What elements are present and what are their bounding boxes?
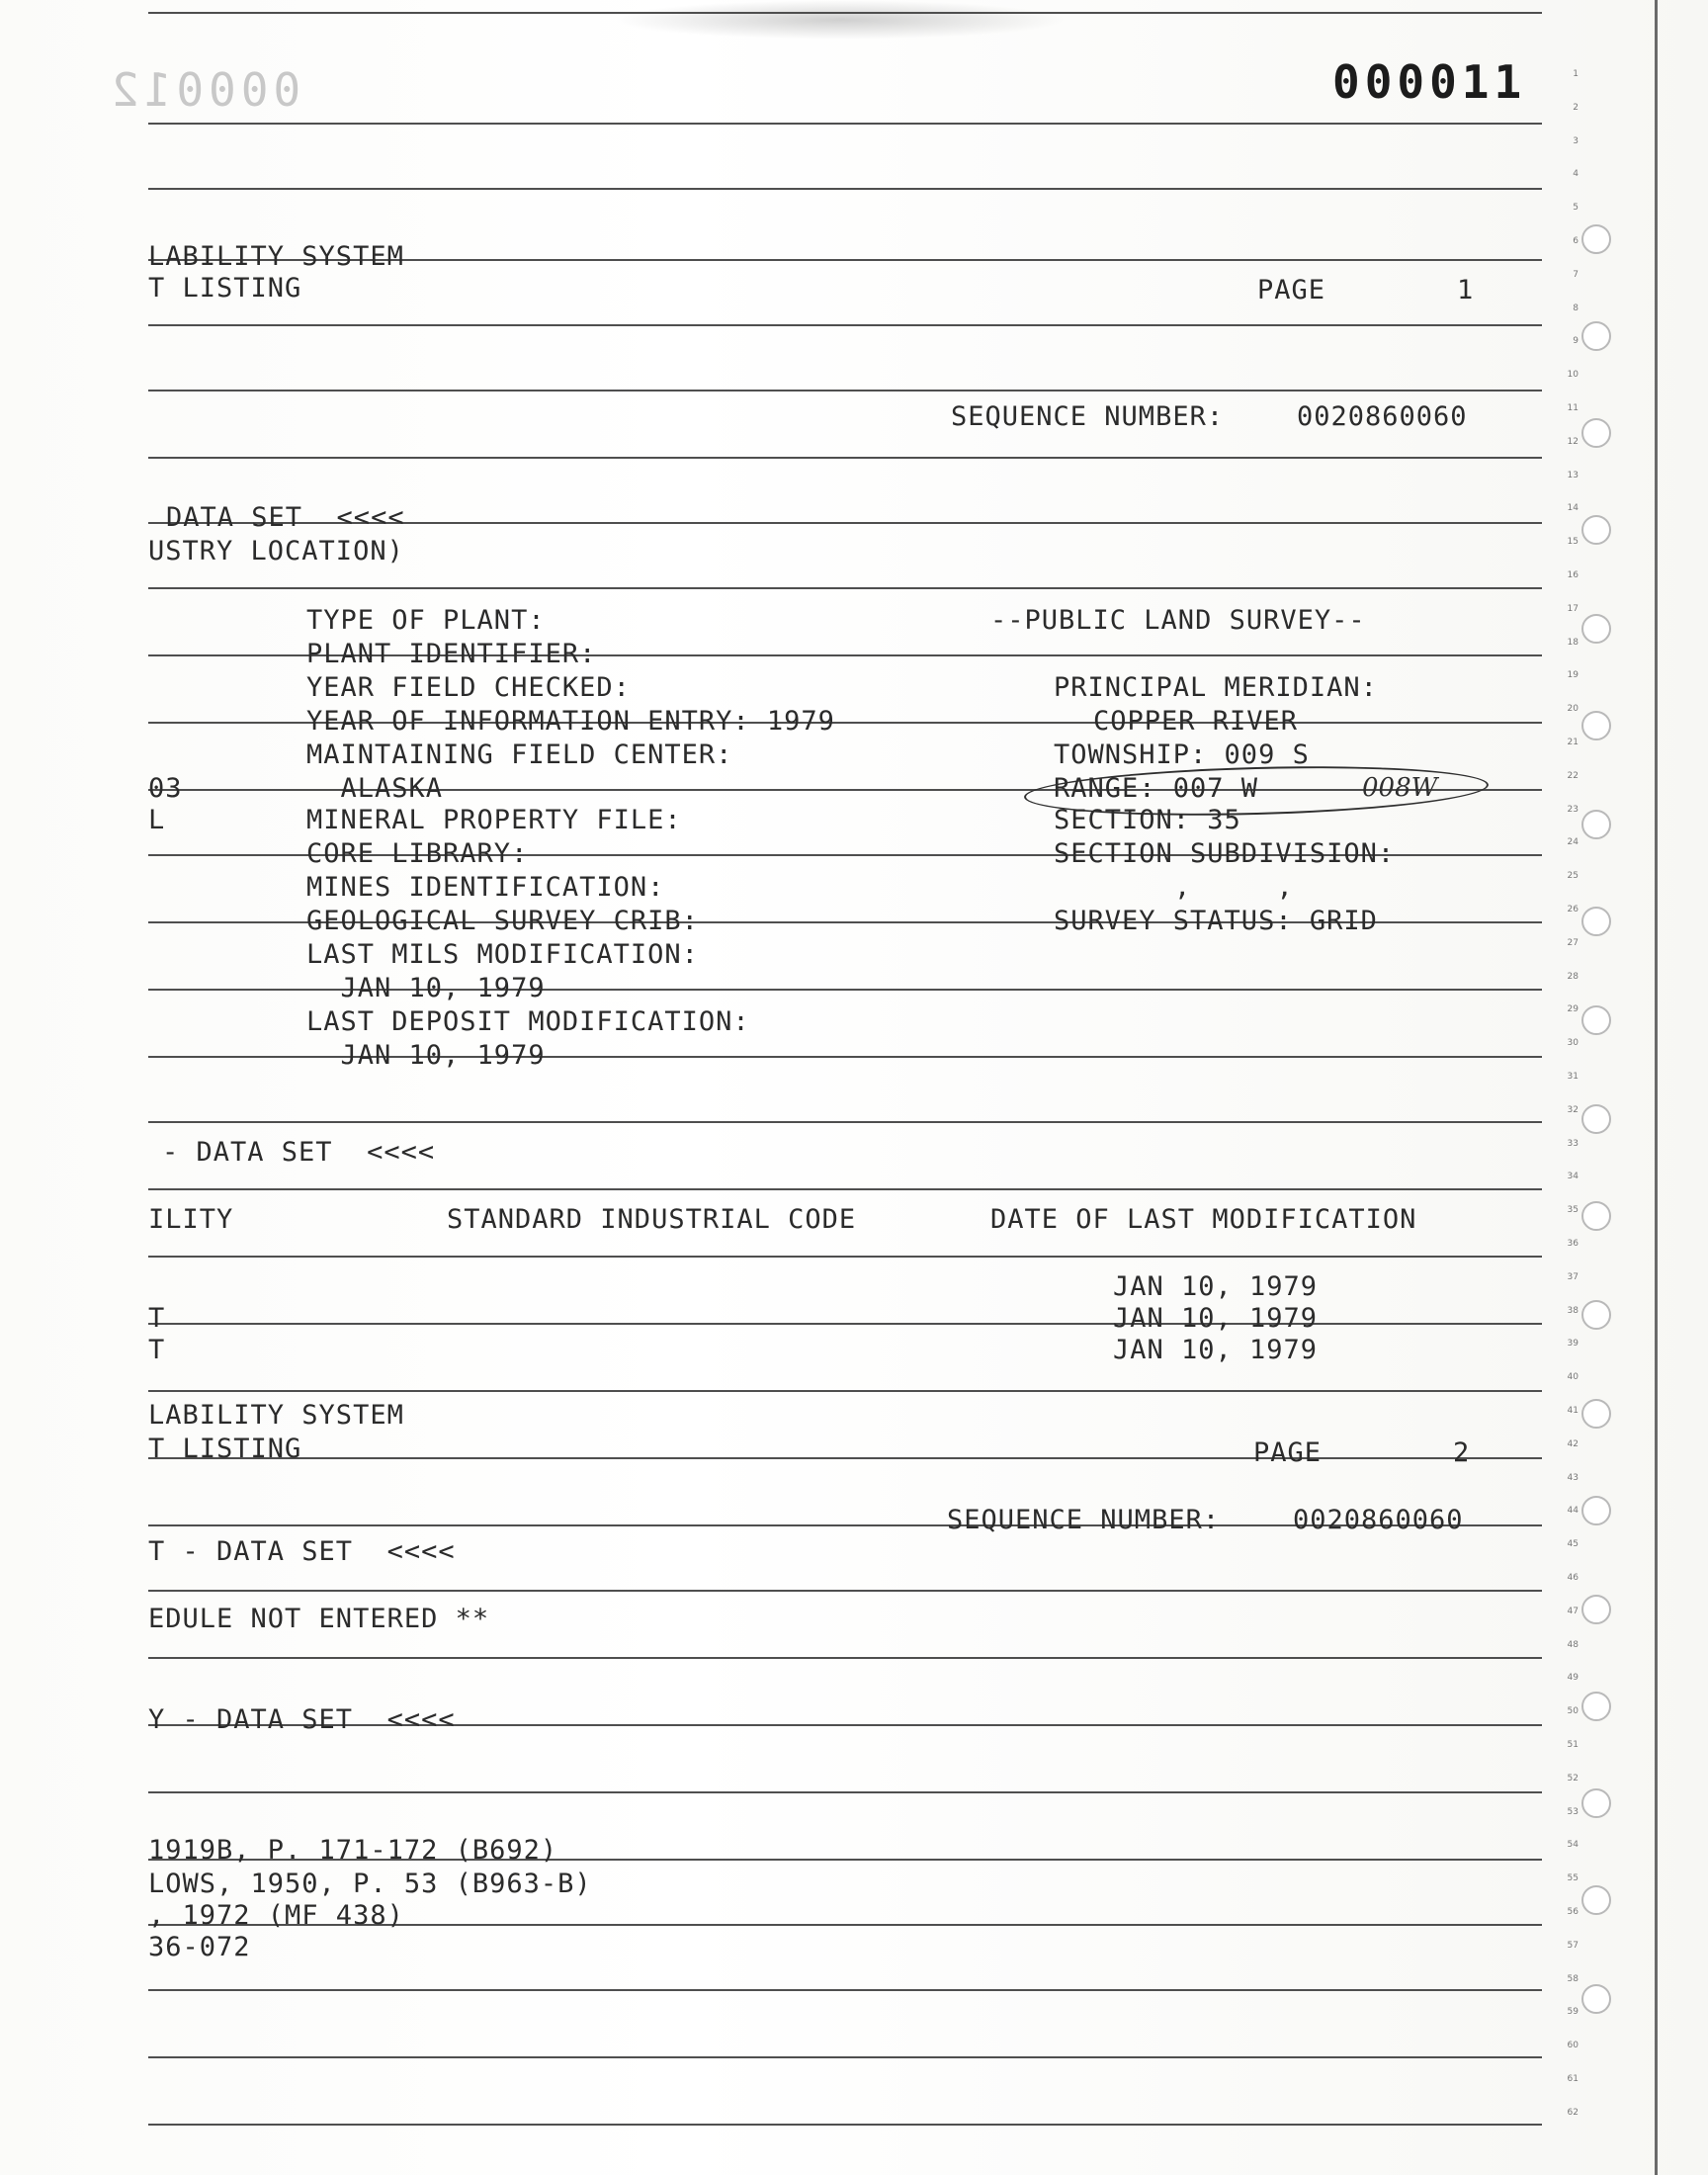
ruled-line	[148, 1657, 1542, 1659]
reference-line: 1919B, P. 171-172 (B692)	[148, 1835, 558, 1866]
margin-line-number: 12	[1567, 436, 1579, 447]
page-number: 1	[1457, 275, 1475, 305]
field-type-of-plant: TYPE OF PLANT:	[306, 605, 546, 636]
column-header: STANDARD INDUSTRIAL CODE	[447, 1204, 857, 1235]
margin-line-number: 16	[1567, 570, 1579, 580]
margin-line-number: 56	[1567, 1907, 1579, 1917]
margin-line-number: 60	[1567, 2041, 1579, 2051]
pls-subdivision-label: SECTION SUBDIVISION:	[1054, 838, 1396, 869]
binder-hole	[1581, 1984, 1611, 2014]
binder-hole	[1581, 1788, 1611, 1818]
field-last-deposit: LAST DEPOSIT MODIFICATION:	[306, 1006, 750, 1037]
margin-line-number: 50	[1567, 1706, 1579, 1717]
margin-line-number: 33	[1567, 1138, 1579, 1149]
binder-hole	[1581, 1104, 1611, 1134]
margin-line-number: 31	[1567, 1072, 1579, 1082]
binder-hole	[1581, 1692, 1611, 1721]
field-field-center: MAINTAINING FIELD CENTER:	[306, 740, 733, 770]
column-header: DATE OF LAST MODIFICATION	[990, 1204, 1417, 1235]
table-cell: T	[148, 1335, 166, 1365]
left-code: L	[148, 805, 166, 835]
page-edge	[1655, 0, 1658, 2175]
margin-line-number: 2	[1573, 102, 1579, 113]
margin-line-number: 9	[1573, 336, 1579, 347]
pls-township: TOWNSHIP: 009 S	[1054, 740, 1310, 770]
binder-hole	[1581, 907, 1611, 936]
margin-line-number: 1	[1573, 69, 1579, 79]
field-mils-date: JAN 10, 1979	[306, 973, 546, 1003]
page-label: PAGE	[1253, 1437, 1323, 1468]
system-title: LABILITY SYSTEM	[148, 1400, 404, 1431]
ruled-line	[148, 1791, 1542, 1793]
margin-line-number: 4	[1573, 169, 1579, 180]
pls-section: SECTION: 35	[1054, 805, 1241, 835]
page-label: PAGE	[1257, 275, 1326, 305]
ruled-line	[148, 1390, 1542, 1392]
margin-line-number: 23	[1567, 804, 1579, 815]
left-code: 03	[148, 773, 183, 804]
section-subtitle: USTRY LOCATION)	[148, 536, 404, 566]
binder-hole	[1581, 1005, 1611, 1035]
column-header: ILITY	[148, 1204, 234, 1235]
pls-meridian-value: COPPER RIVER	[1093, 706, 1299, 737]
ruled-line	[148, 1188, 1542, 1190]
margin-line-number: 36	[1567, 1239, 1579, 1249]
margin-line-number: 48	[1567, 1639, 1579, 1650]
section-title: T - DATA SET <<<<	[148, 1536, 456, 1567]
reference-line: , 1972 (MF 438)	[148, 1900, 404, 1931]
margin-line-number: 20	[1567, 704, 1579, 715]
margin-line-number: 38	[1567, 1305, 1579, 1316]
ruled-line	[148, 12, 1542, 14]
margin-line-number: 5	[1573, 203, 1579, 214]
margin-line-number: 49	[1567, 1673, 1579, 1684]
bleed-through-number: 000012	[107, 63, 301, 117]
margin-line-number: 29	[1567, 1004, 1579, 1015]
section-title: Y - DATA SET <<<<	[148, 1704, 456, 1735]
margin-line-number: 26	[1567, 905, 1579, 914]
margin-line-number: 43	[1567, 1472, 1579, 1483]
margin-line-number: 18	[1567, 637, 1579, 648]
system-title: LABILITY SYSTEM	[148, 241, 404, 272]
binder-hole	[1581, 614, 1611, 644]
margin-line-number: 59	[1567, 2007, 1579, 2018]
margin-line-number: 21	[1567, 738, 1579, 747]
sequence-number: 0020860060	[1293, 1505, 1464, 1535]
document-number: 000011	[1332, 55, 1527, 109]
margin-line-number: 6	[1573, 236, 1579, 246]
margin-line-number: 39	[1567, 1339, 1579, 1349]
field-year-entry: YEAR OF INFORMATION ENTRY: 1979	[306, 706, 835, 737]
binder-hole	[1581, 321, 1611, 351]
margin-line-number: 27	[1567, 937, 1579, 948]
margin-line-number: 61	[1567, 2074, 1579, 2084]
ruled-line	[148, 1323, 1542, 1325]
handwritten-range-correction: 008W	[1362, 773, 1438, 803]
binder-hole	[1581, 1300, 1611, 1330]
field-mines-id: MINES IDENTIFICATION:	[306, 872, 665, 903]
margin-line-number: 32	[1567, 1104, 1579, 1115]
binder-hole	[1581, 1399, 1611, 1429]
pls-header: --PUBLIC LAND SURVEY--	[990, 605, 1366, 636]
margin-line-number: 47	[1567, 1606, 1579, 1616]
margin-line-number: 34	[1567, 1172, 1579, 1182]
ruled-line	[148, 1256, 1542, 1258]
sequence-number: 0020860060	[1297, 401, 1468, 432]
margin-line-number: 17	[1567, 603, 1579, 614]
margin-line-number: 35	[1567, 1205, 1579, 1216]
sequence-label: SEQUENCE NUMBER:	[951, 401, 1225, 432]
margin-line-number: 53	[1567, 1806, 1579, 1817]
ruled-line	[148, 188, 1542, 190]
binder-hole	[1581, 711, 1611, 740]
field-core-library: CORE LIBRARY:	[306, 838, 529, 869]
listing-label: T LISTING	[148, 273, 302, 304]
margin-line-number: 30	[1567, 1038, 1579, 1049]
margin-line-number: 52	[1567, 1773, 1579, 1784]
margin-line-number: 58	[1567, 1973, 1579, 1984]
field-crib: GEOLOGICAL SURVEY CRIB:	[306, 906, 699, 936]
margin-line-number: 25	[1567, 871, 1579, 882]
margin-line-number: 42	[1567, 1438, 1579, 1449]
margin-line-number: 19	[1567, 670, 1579, 681]
sequence-label: SEQUENCE NUMBER:	[947, 1505, 1221, 1535]
ruled-line	[148, 457, 1542, 459]
margin-line-number: 45	[1567, 1539, 1579, 1550]
margin-line-number: 57	[1567, 1940, 1579, 1951]
ruled-line	[148, 1121, 1542, 1123]
margin-line-number: 10	[1567, 370, 1579, 381]
binder-hole	[1581, 418, 1611, 448]
field-mineral-property: MINERAL PROPERTY FILE:	[306, 805, 682, 835]
table-cell: JAN 10, 1979	[1113, 1303, 1319, 1334]
pls-subdivision-value: , ,	[1174, 872, 1294, 903]
section-title: - DATA SET <<<<	[162, 1137, 436, 1168]
field-year-checked: YEAR FIELD CHECKED:	[306, 672, 631, 703]
margin-line-number: 54	[1567, 1840, 1579, 1851]
field-last-mils: LAST MILS MODIFICATION:	[306, 939, 699, 970]
margin-line-number: 3	[1573, 135, 1579, 146]
margin-line-number: 41	[1567, 1406, 1579, 1416]
ruled-line	[148, 1989, 1542, 1991]
margin-line-number: 55	[1567, 1873, 1579, 1884]
reference-line: LOWS, 1950, P. 53 (B963-B)	[148, 1869, 592, 1899]
binder-hole	[1581, 1885, 1611, 1915]
margin-line-number: 40	[1567, 1372, 1579, 1383]
reference-line: 36-072	[148, 1932, 251, 1962]
binder-hole	[1581, 1201, 1611, 1231]
binder-hole	[1581, 810, 1611, 839]
margin-line-number: 51	[1567, 1740, 1579, 1750]
margin-line-number: 8	[1573, 303, 1579, 313]
margin-line-number: 28	[1567, 971, 1579, 982]
schedule-note: EDULE NOT ENTERED **	[148, 1604, 490, 1634]
field-plant-identifier: PLANT IDENTIFIER:	[306, 639, 597, 669]
section-title: DATA SET <<<<	[166, 502, 405, 533]
ruled-line	[148, 2124, 1542, 2126]
margin-line-number: 37	[1567, 1271, 1579, 1282]
field-deposit-date: JAN 10, 1979	[306, 1040, 546, 1071]
ruled-line	[148, 324, 1542, 326]
margin-line-number: 44	[1567, 1506, 1579, 1517]
table-cell: T	[148, 1303, 166, 1334]
page-number: 2	[1453, 1437, 1471, 1468]
table-cell: JAN 10, 1979	[1113, 1271, 1319, 1302]
margin-line-number: 13	[1567, 470, 1579, 480]
ruled-line	[148, 587, 1542, 589]
pls-survey-status: SURVEY STATUS: GRID	[1054, 906, 1378, 936]
margin-line-number: 7	[1573, 269, 1579, 280]
margin-line-number: 46	[1567, 1573, 1579, 1583]
table-cell: JAN 10, 1979	[1113, 1335, 1319, 1365]
binder-hole	[1581, 515, 1611, 545]
binder-hole	[1581, 1595, 1611, 1624]
margin-line-number: 14	[1567, 503, 1579, 514]
pls-range: RANGE: 007 W	[1054, 773, 1259, 804]
ruled-line	[148, 1457, 1542, 1459]
margin-line-number: 22	[1567, 770, 1579, 781]
margin-line-number: 62	[1567, 2107, 1579, 2118]
margin-line-number: 24	[1567, 837, 1579, 848]
scan-shadow	[613, 0, 1068, 40]
margin-line-number: 11	[1567, 403, 1579, 413]
binder-hole	[1581, 224, 1611, 254]
ruled-line	[148, 1590, 1542, 1592]
ruled-line	[148, 123, 1542, 125]
listing-label: T LISTING	[148, 1434, 302, 1464]
margin-line-number: 15	[1567, 537, 1579, 548]
pls-meridian-label: PRINCIPAL MERIDIAN:	[1054, 672, 1378, 703]
field-center-value: ALASKA	[306, 773, 444, 804]
ruled-line	[148, 390, 1542, 392]
binder-hole	[1581, 1496, 1611, 1525]
ruled-line	[148, 2056, 1542, 2058]
